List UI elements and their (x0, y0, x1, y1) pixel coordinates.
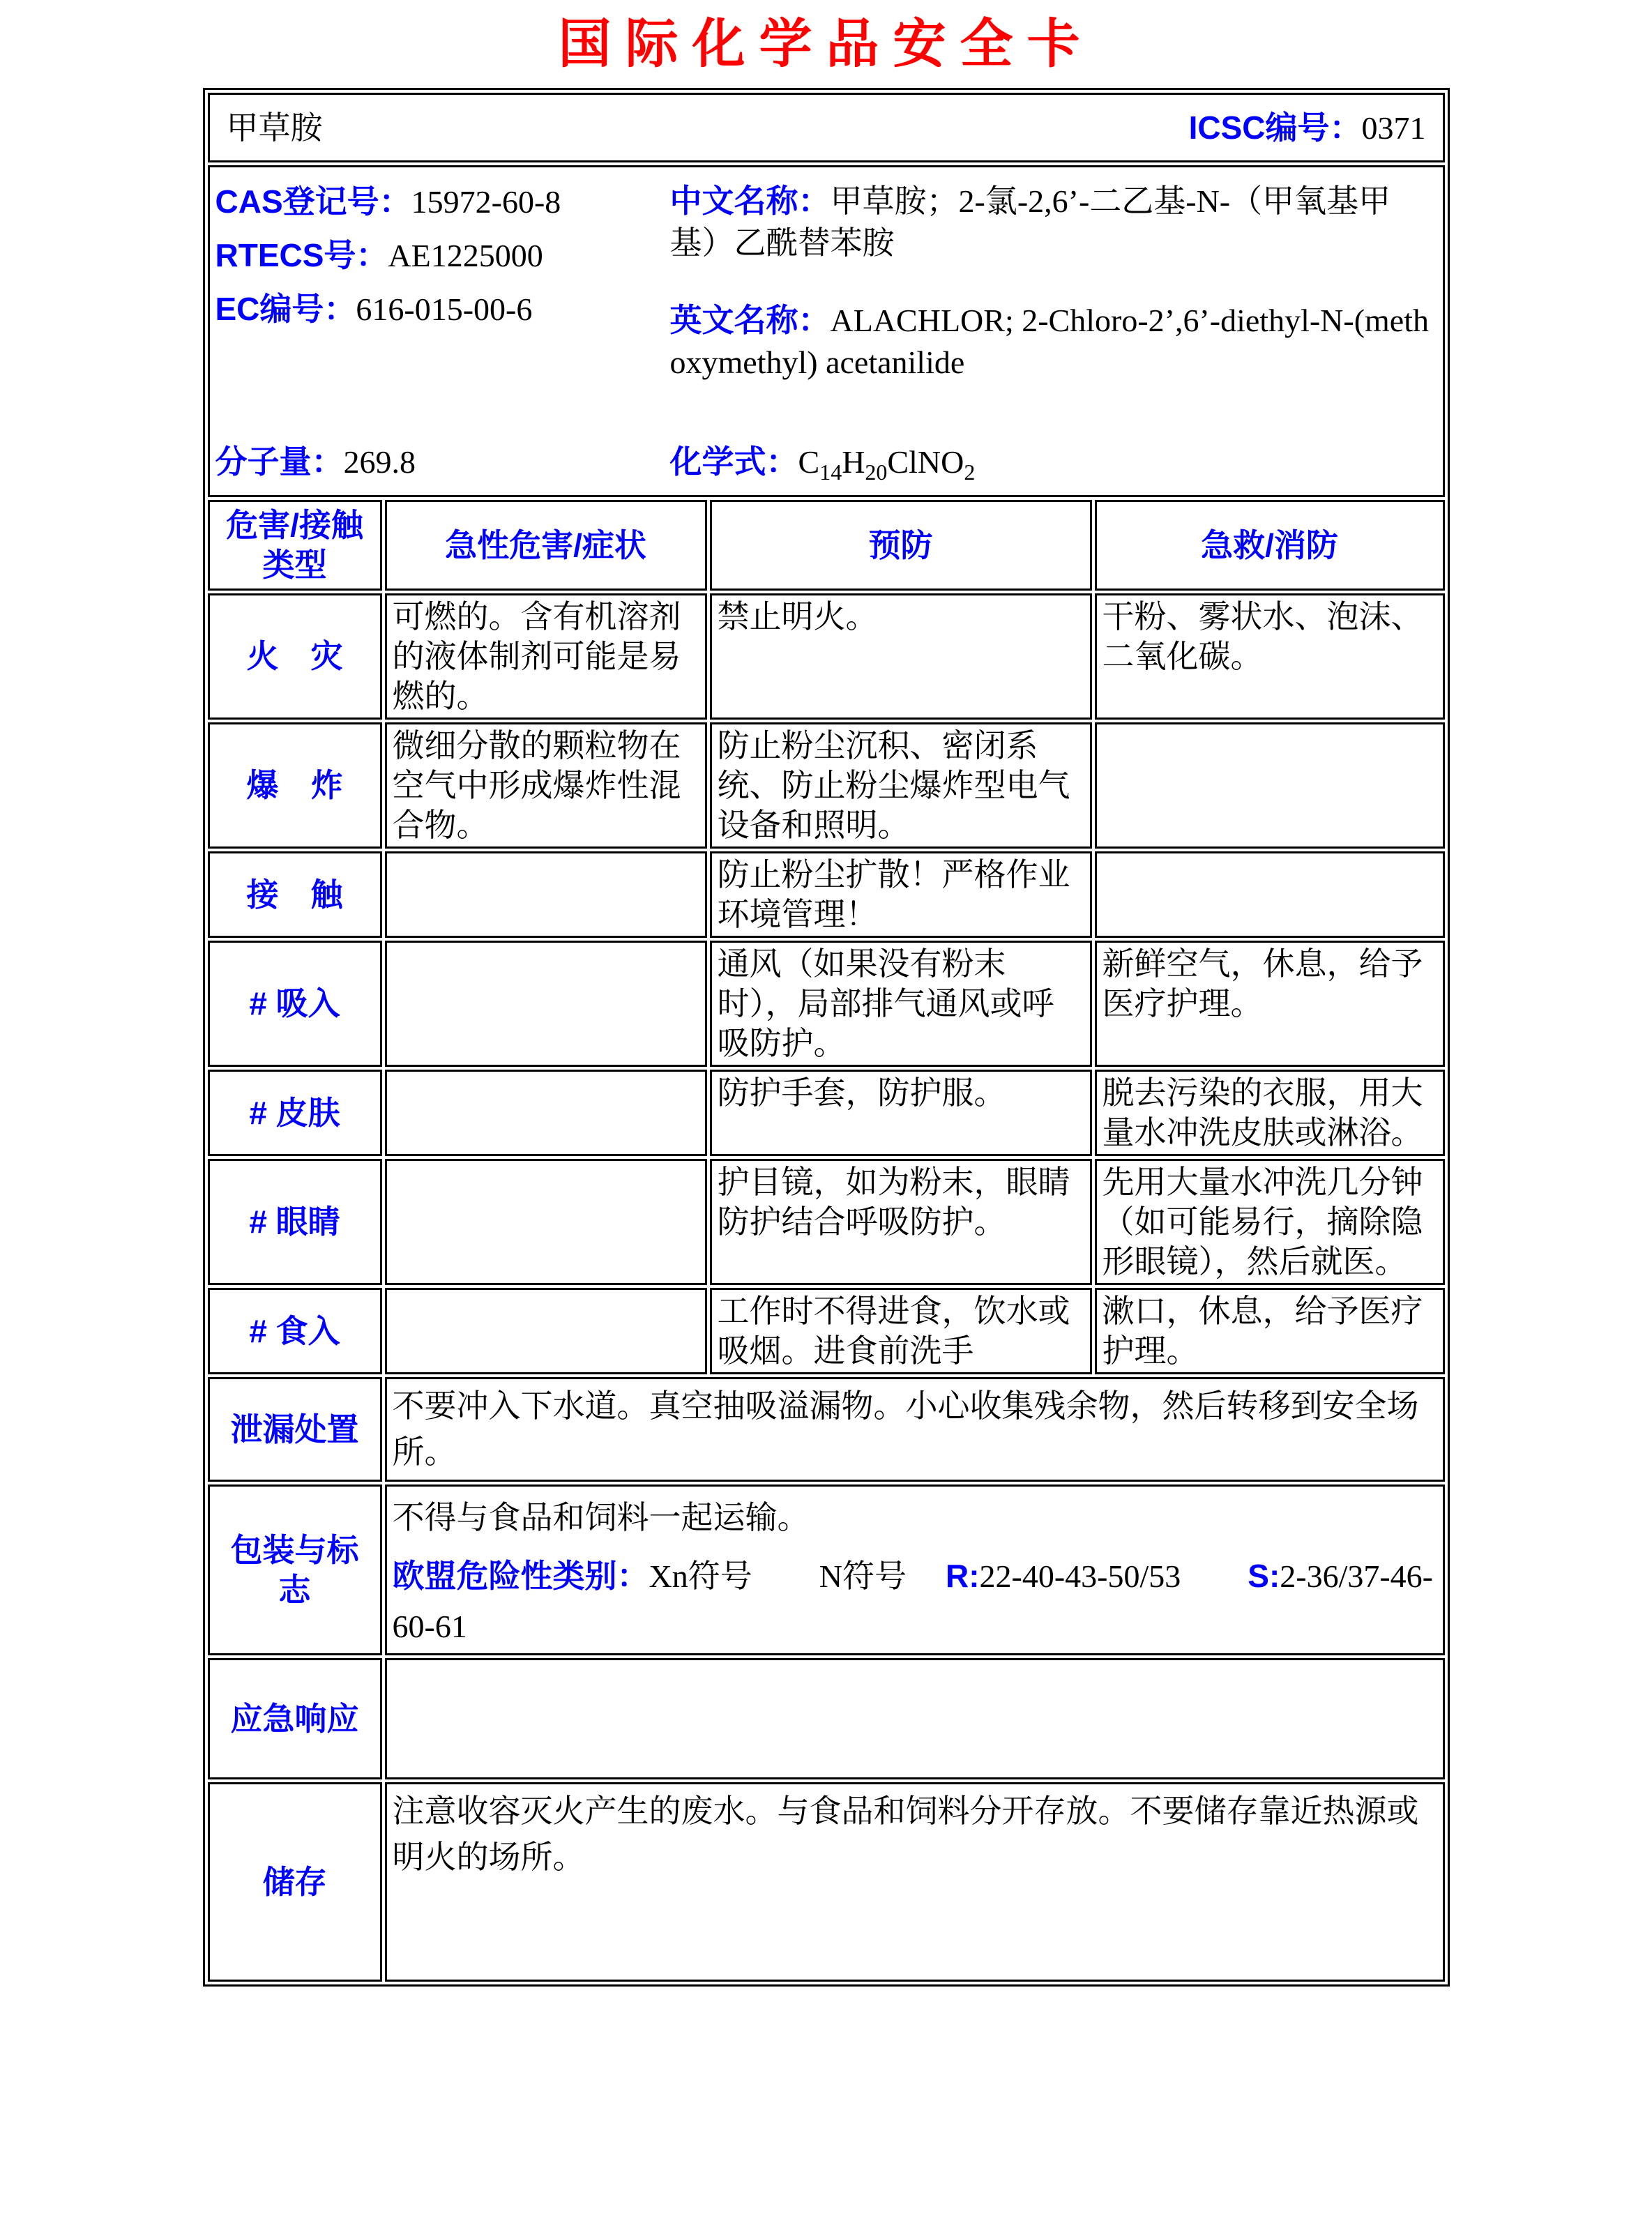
explosion-firstaid-cell (1095, 722, 1445, 849)
storage-content-cell: 注意收容灭火产生的废水。与食品和饲料分开存放。不要储存靠近热源或明火的场所。 (385, 1782, 1445, 1982)
page-title: 国际化学品安全卡 (558, 15, 1094, 74)
section-row-packaging (208, 1484, 1445, 1655)
rtecs-number-line (215, 234, 670, 278)
ingestion-prevention-cell: 工作时不得进食，饮水或吸烟。进食前洗手 (710, 1288, 1092, 1374)
hazard-row-eyes (208, 1159, 1445, 1285)
ec-number-line (215, 287, 670, 331)
hazard-row-ingestion (208, 1288, 1445, 1374)
ec-value: 616-015-00-6 (356, 291, 533, 327)
packaging-eu-class-line (393, 1551, 1437, 1652)
header-acute-hazards: 急性危害/症状 (385, 500, 707, 591)
fire-symptoms-cell: 可燃的。含有机溶剂的液体制剂可能是易燃的。 (385, 593, 707, 720)
english-name-value: ALACHLOR; 2-Chloro-2’,6’-diethyl-N-(methoxymethyl) acetanilide (669, 303, 1430, 380)
icsc-number-value: 0371 (1361, 109, 1426, 146)
section-row-spill (208, 1377, 1445, 1482)
row-label-exposure: 接 触 (208, 851, 382, 938)
packaging-content-cell (385, 1484, 1445, 1655)
eu-xn-symbol: Xn符号 (649, 1558, 752, 1594)
row-label-skin: # 皮肤 (208, 1070, 382, 1156)
icsc-document-page (0, 15, 1652, 2225)
eyes-firstaid-cell: 先用大量水冲洗几分钟（如可能易行，摘除隐形眼镜），然后就医。 (1095, 1159, 1445, 1285)
cas-value: 15972-60-8 (411, 184, 561, 220)
fire-prevention-cell: 禁止明火。 (710, 593, 1092, 720)
hazard-row-inhalation (208, 941, 1445, 1067)
hazard-header-row (208, 500, 1445, 591)
hazard-row-fire (208, 593, 1445, 720)
emergency-content-cell (385, 1658, 1445, 1779)
skin-symptoms-cell (385, 1070, 707, 1156)
hazard-row-exposure (208, 851, 1445, 938)
eu-n-symbol: N符号 (819, 1558, 907, 1594)
r-phrases-value: 22-40-43-50/53 (979, 1558, 1181, 1594)
molecular-weight-value: 269.8 (343, 444, 416, 480)
icsc-number-group (1189, 108, 1426, 148)
hazard-row-explosion (208, 722, 1445, 849)
inhalation-firstaid-cell: 新鲜空气，休息，给予医疗护理。 (1095, 941, 1445, 1067)
section-row-storage (208, 1782, 1445, 1982)
molecular-weight-line (215, 442, 670, 482)
identity-cell (208, 165, 1445, 497)
eu-class-label: 欧盟危险性类别： (392, 1558, 649, 1594)
chemical-formula-value: $C_{14}H_{20}ClNO_2$ (798, 444, 976, 485)
skin-firstaid-cell: 脱去污染的衣服，用大量水冲洗皮肤或淋浴。 (1095, 1070, 1445, 1156)
chinese-name-value: 甲草胺；2-氯-2,6’-二乙基-N-（甲氧基甲基）乙酰替苯胺 (669, 183, 1391, 261)
ingestion-firstaid-cell: 漱口，休息，给予医疗护理。 (1095, 1288, 1445, 1374)
cas-number-line (215, 180, 670, 224)
substance-header-cell (208, 93, 1445, 162)
molecular-weight-label: 分子量： (215, 443, 344, 480)
chemical-names-block (670, 180, 1434, 384)
row-label-inhalation: # 吸入 (208, 941, 382, 1067)
ec-label: EC编号： (215, 291, 356, 327)
explosion-symptoms-cell: 微细分散的颗粒物在空气中形成爆炸性混合物。 (385, 722, 707, 849)
english-name-line (670, 299, 1434, 384)
spill-content-cell: 不要冲入下水道。真空抽吸溢漏物。小心收集残余物，然后转移到安全场所。 (385, 1377, 1445, 1482)
eyes-prevention-cell: 护目镜，如为粉末，眼睛防护结合呼吸防护。 (710, 1159, 1092, 1285)
s-phrases-label: S: (1248, 1558, 1280, 1594)
fire-firstaid-cell: 干粉、雾状水、泡沫、二氧化碳。 (1095, 593, 1445, 720)
packaging-transport-line: 不得与食品和饲料一起运输。 (392, 1500, 810, 1535)
explosion-prevention-cell: 防止粉尘沉积、密闭系统、防止粉尘爆炸型电气设备和照明。 (710, 722, 1092, 849)
chemical-formula-line (669, 442, 976, 485)
skin-prevention-cell: 防护手套，防护服。 (710, 1070, 1092, 1156)
s-phrases-value: 2-36/37-46-60-61 (392, 1558, 1434, 1644)
row-label-spill: 泄漏处置 (208, 1377, 382, 1482)
inhalation-symptoms-cell (385, 941, 707, 1067)
icsc-card-table (203, 88, 1450, 1987)
chemical-formula-label: 化学式： (669, 443, 798, 480)
row-label-explosion: 爆 炸 (208, 722, 382, 849)
row-label-fire: 火 灾 (208, 593, 382, 720)
substance-name: 甲草胺 (226, 109, 323, 146)
hazard-row-skin (208, 1070, 1445, 1156)
row-label-emergency: 应急响应 (208, 1658, 382, 1779)
row-label-packaging: 包装与标志 (208, 1484, 382, 1655)
substance-header-row (208, 93, 1445, 162)
inhalation-prevention-cell: 通风（如果没有粉末时），局部排气通风或呼吸防护。 (710, 941, 1092, 1067)
r-phrases-label: R: (945, 1558, 980, 1594)
exposure-prevention-cell: 防止粉尘扩散！严格作业环境管理！ (710, 851, 1092, 938)
header-prevention: 预防 (710, 500, 1092, 591)
exposure-firstaid-cell (1095, 851, 1445, 938)
row-label-storage: 储存 (208, 1782, 382, 1982)
rtecs-label: RTECS号： (215, 237, 388, 273)
section-row-emergency (208, 1658, 1445, 1779)
english-name-label: 英文名称： (669, 302, 831, 338)
row-label-ingestion: # 食入 (208, 1288, 382, 1374)
header-firstaid-firefighting: 急救/消防 (1095, 500, 1445, 591)
rtecs-value: AE1225000 (388, 238, 543, 273)
registry-numbers-block (215, 180, 670, 384)
header-hazard-type: 危害/接触类型 (208, 500, 382, 591)
eyes-symptoms-cell (385, 1159, 707, 1285)
icsc-number-label: ICSC编号： (1188, 109, 1362, 146)
ingestion-symptoms-cell (385, 1288, 707, 1374)
chinese-name-label: 中文名称： (669, 183, 831, 219)
identity-row (208, 165, 1445, 497)
row-label-eyes: # 眼睛 (208, 1159, 382, 1285)
chinese-name-line (670, 180, 1434, 264)
exposure-symptoms-cell (385, 851, 707, 938)
cas-label: CAS登记号： (215, 183, 411, 220)
